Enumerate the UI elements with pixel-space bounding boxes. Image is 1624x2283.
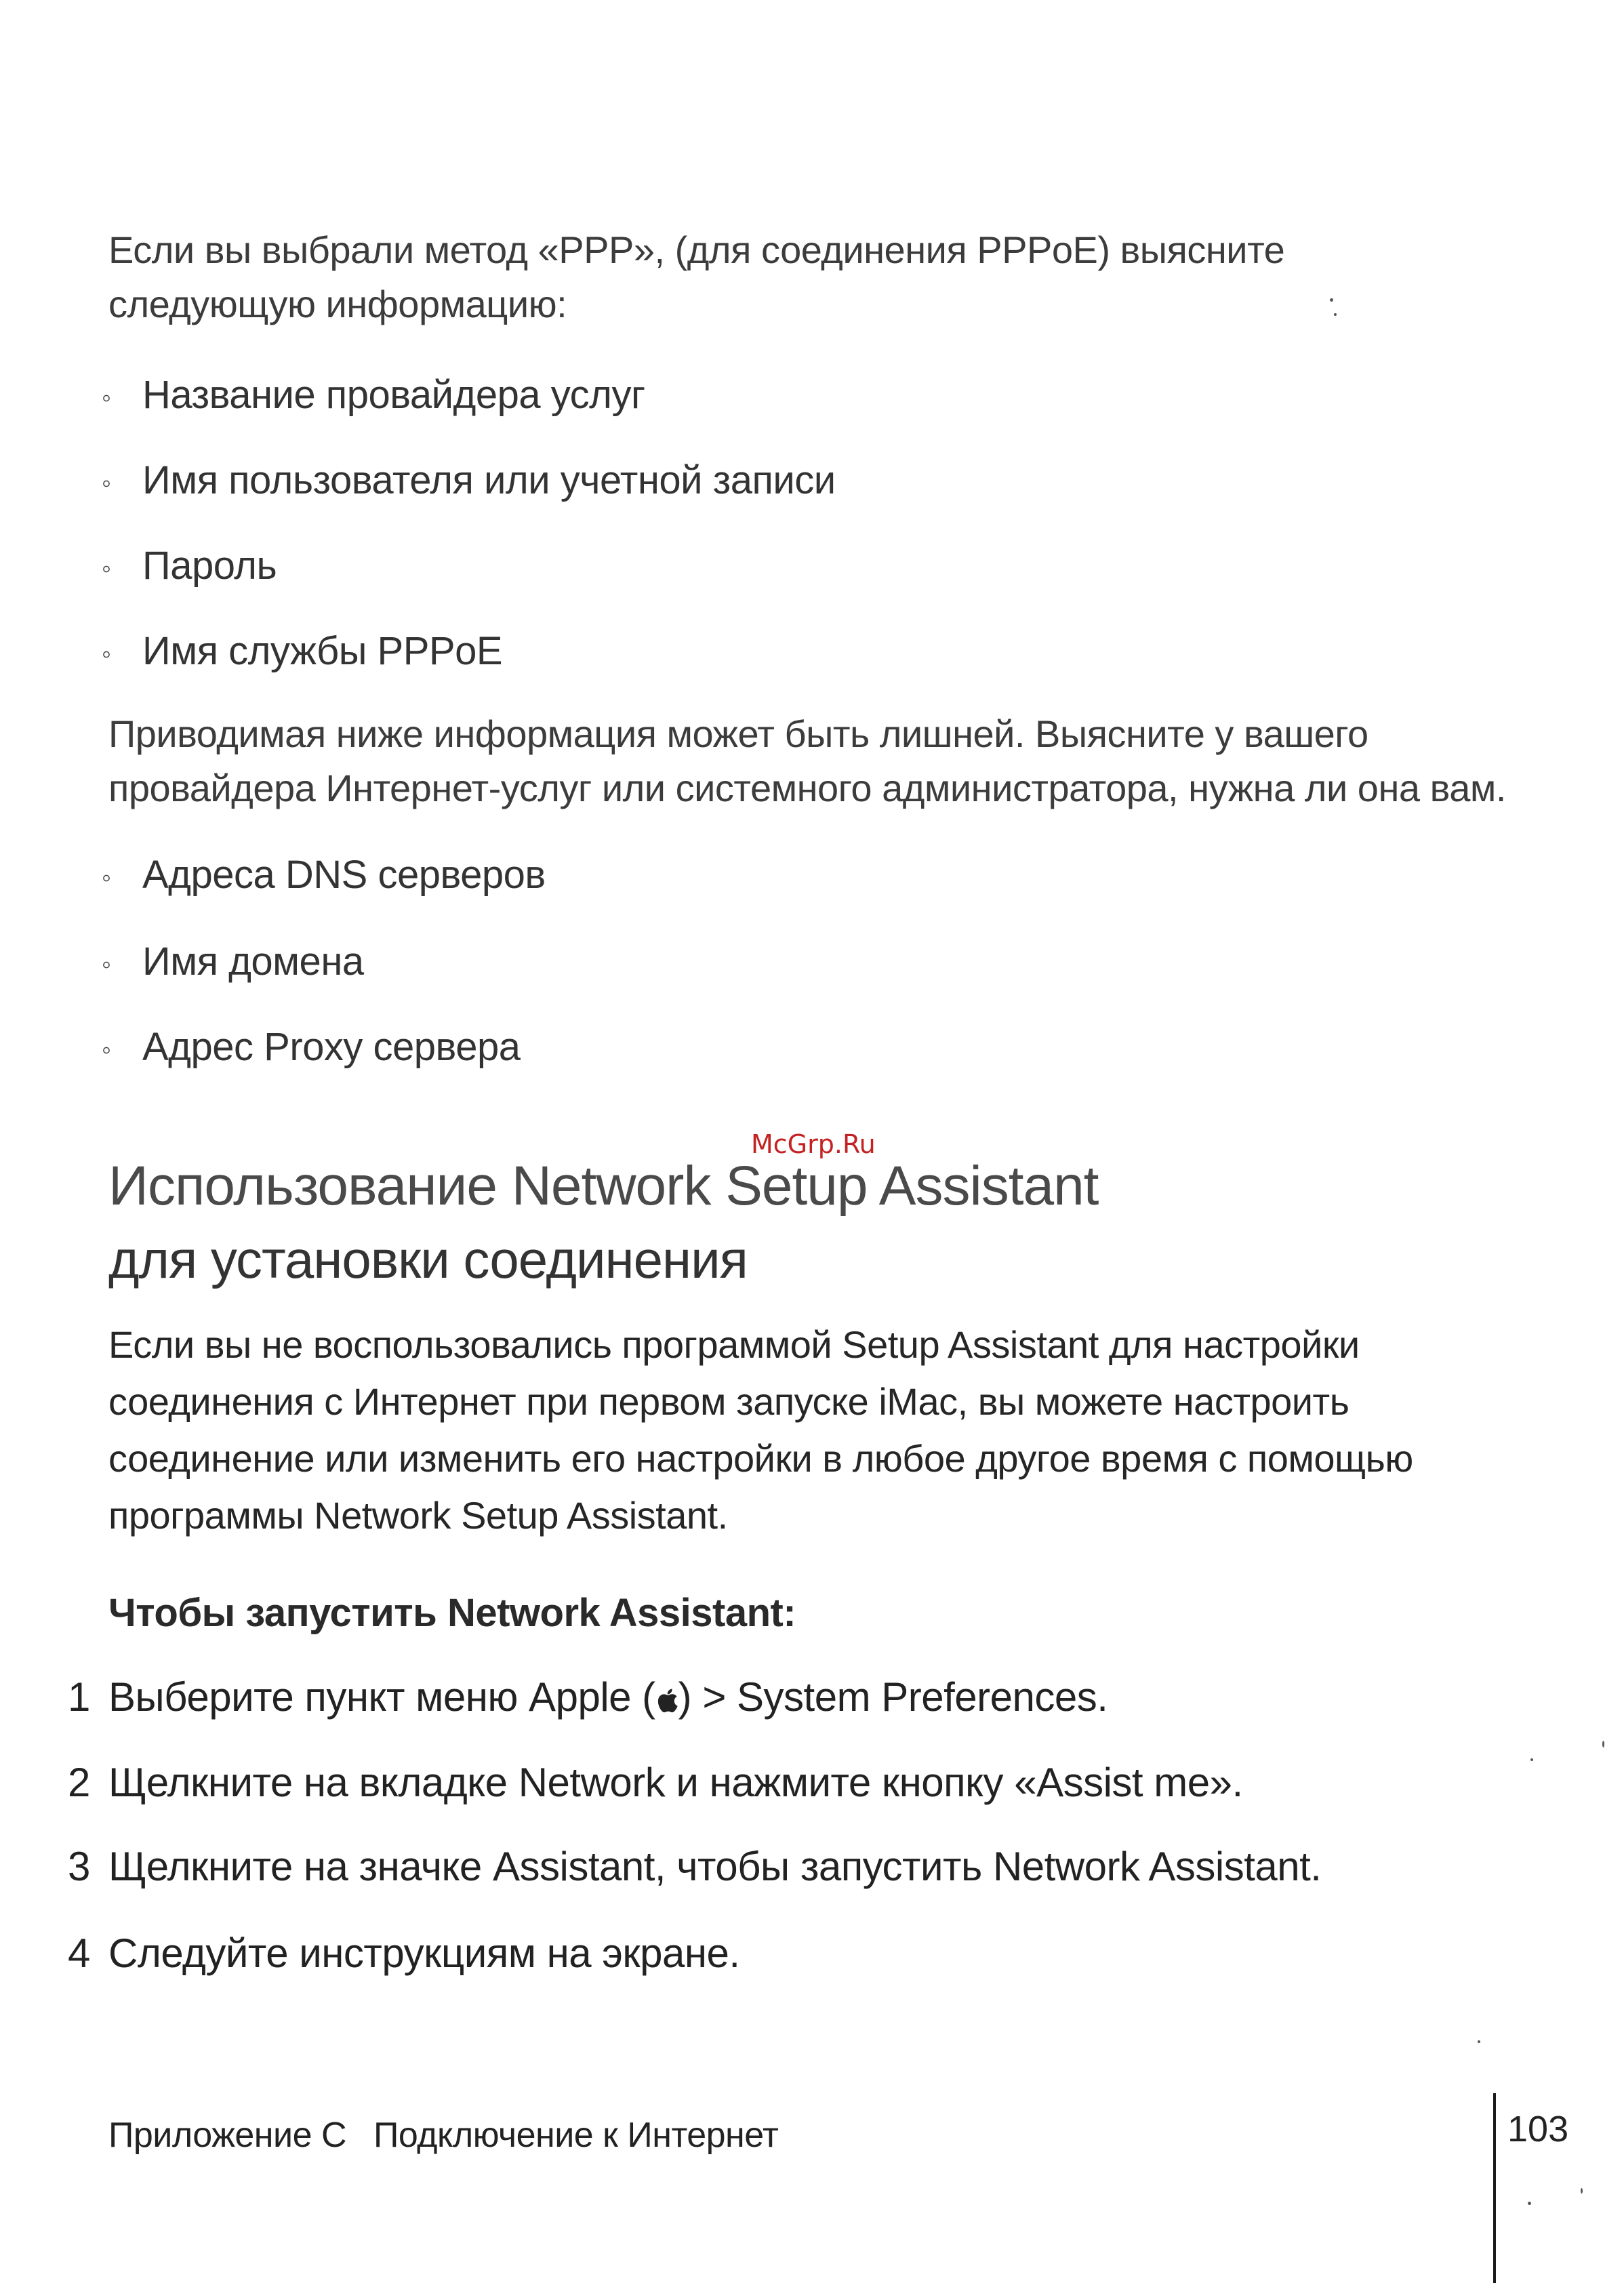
list-item: ◦ Имя домена [102,938,364,988]
scan-speck [1478,2040,1480,2043]
bullet-icon: ◦ [102,949,111,979]
list-item: ◦ Название провайдера услуг [102,371,645,422]
instructions-title: Чтобы запустить Network Assistant: [108,1591,796,1635]
intro-paragraph [108,221,1284,334]
apple-logo-icon [655,1686,678,1714]
optional-line-1: Приводимая ниже информация может быть лишней. Выясните у вашего [108,712,1368,755]
page-footer [108,2115,778,2156]
step-number: 1 [68,1674,90,1720]
step-number: 4 [68,1931,90,1976]
bullet-icon: ◦ [102,862,111,893]
watermark-text: McGrp.Ru [751,1129,876,1159]
section-body-line-1: Если вы не воспользовались программой Setup Assistant для настройки [108,1323,1360,1366]
scan-speck [1330,298,1333,302]
step-item: 1 Выберите пункт меню Apple ( ) > System Preferences. [68,1670,1108,1724]
intro-line-2: следующую информацию: [108,283,567,325]
scan-speck [1530,1758,1533,1761]
intro-line-1: Если вы выбрали метод «PPP», (для соединения PPPoE) выясните [108,228,1285,271]
footer-title: Подключение к Интернет [373,2116,779,2155]
scan-speck [1581,2188,1583,2194]
section-body-line-2: соединения с Интернет при первом запуске iMac, вы можете настроить [108,1380,1349,1423]
section-body [108,1316,1413,1544]
step-item: 2 Щелкните на вкладке Network и нажмите кнопку «Assist me». [68,1756,1243,1810]
list-item: ◦ Адреса DNS серверов [102,851,546,902]
scan-speck [1334,313,1337,316]
bullet-icon: ◦ [102,382,111,413]
footer-chapter: Приложение С [108,2116,346,2155]
section-body-line-3: соединение или изменить его настройки в любое другое время с помощью [108,1437,1413,1480]
step-number: 3 [68,1844,90,1889]
section-heading: Использование Network Setup Assistant [108,1155,1099,1217]
list-item: ◦ Имя службы PPPoE [102,628,502,678]
bullet-icon: ◦ [102,1034,111,1065]
scan-speck [1602,1741,1604,1747]
section-body-line-4: программы Network Setup Assistant. [108,1494,728,1537]
bullet-icon: ◦ [102,553,111,584]
scan-speck [1528,2202,1531,2205]
step-item: 4 Следуйте инструкциям на экране. [68,1926,740,1981]
list-item: ◦ Пароль [102,542,277,592]
footer-divider [1493,2093,1496,2283]
step-number: 2 [68,1760,90,1805]
bullet-icon: ◦ [102,639,111,669]
step-item: 3 Щелкните на значке Assistant, чтобы запустить Network Assistant. [68,1840,1321,1894]
section-subheading: для установки соединения [108,1230,748,1289]
list-item: ◦ Адрес Proxy сервера [102,1024,520,1074]
optional-line-2: провайдера Интернет-услуг или системного администратора, нужна ли она вам. [108,767,1506,809]
optional-paragraph [108,705,1506,817]
bullet-icon: ◦ [102,468,111,498]
list-item: ◦ Имя пользователя или учетной записи [102,457,836,507]
page-number: 103 [1507,2109,1569,2149]
